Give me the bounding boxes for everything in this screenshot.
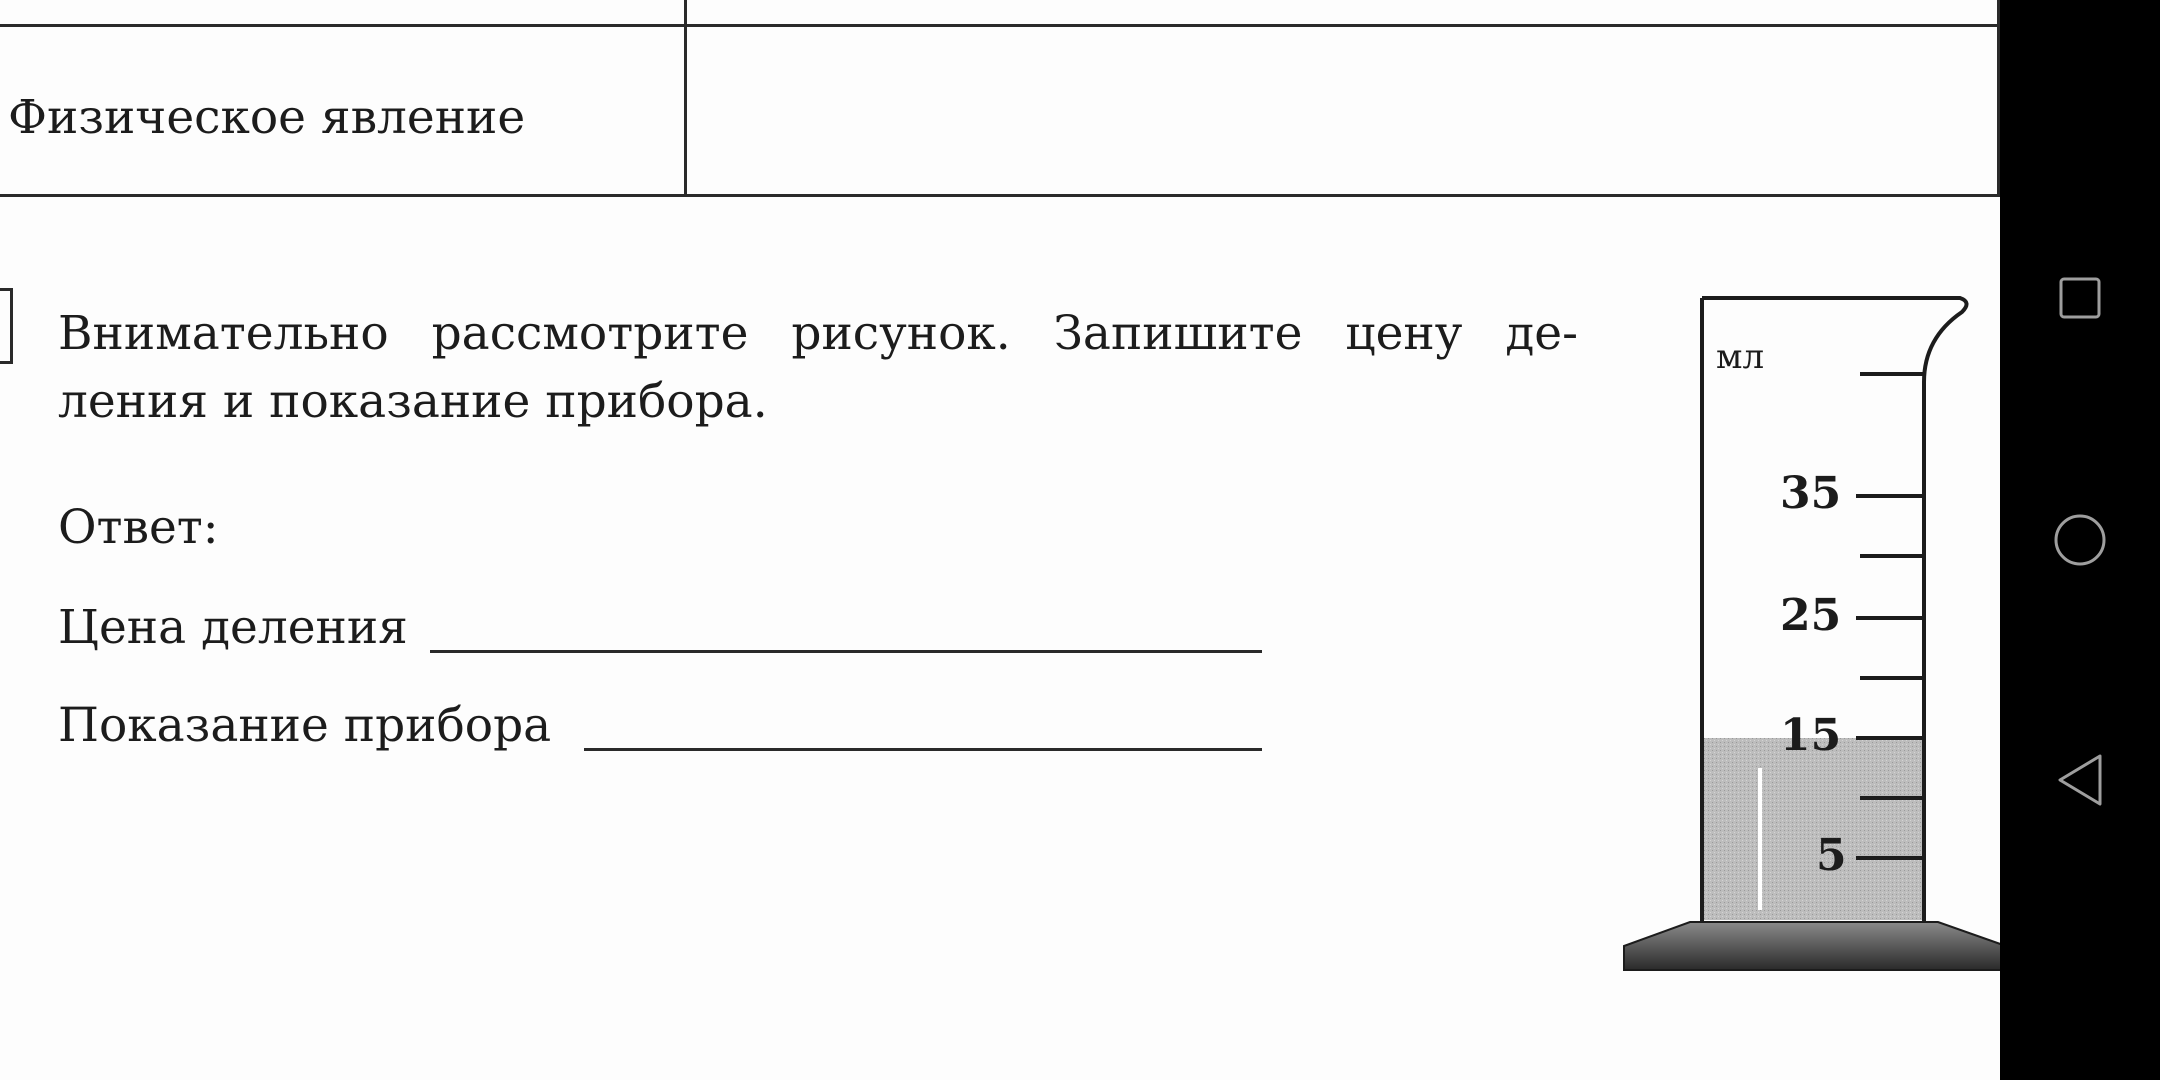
task-text-line-1: Внимательно рассмотрите рисунок. Запишите цену де- [58, 306, 1578, 361]
table-bottom-border [0, 194, 2000, 197]
division-price-answer-line[interactable] [430, 650, 1262, 653]
unit-label: мл [1716, 337, 1765, 377]
reading-label: Показание прибора [58, 698, 552, 753]
reading-answer-line[interactable] [584, 748, 1262, 751]
table-top-border [0, 24, 2000, 27]
scale-label-25: 25 [1780, 590, 1842, 641]
division-price-label: Цена деления [58, 600, 408, 655]
table-row-label: Физическое явление [8, 90, 526, 145]
scale-label-35: 35 [1780, 468, 1842, 519]
system-navigation-bar [2000, 0, 2160, 1080]
task-text-line-2: ления и показание прибора. [58, 374, 768, 429]
measuring-cylinder [1620, 290, 2010, 980]
task-number-box [0, 288, 13, 364]
recent-apps-icon[interactable] [2040, 258, 2120, 338]
home-icon[interactable] [2040, 500, 2120, 580]
answer-label: Ответ: [58, 500, 219, 555]
scale-label-5: 5 [1816, 830, 1847, 881]
scale-label-15: 15 [1780, 710, 1842, 761]
liquid [1702, 738, 1926, 920]
table-column-divider [684, 0, 687, 197]
back-icon[interactable] [2040, 740, 2120, 820]
cylinder-base [1624, 922, 2006, 970]
